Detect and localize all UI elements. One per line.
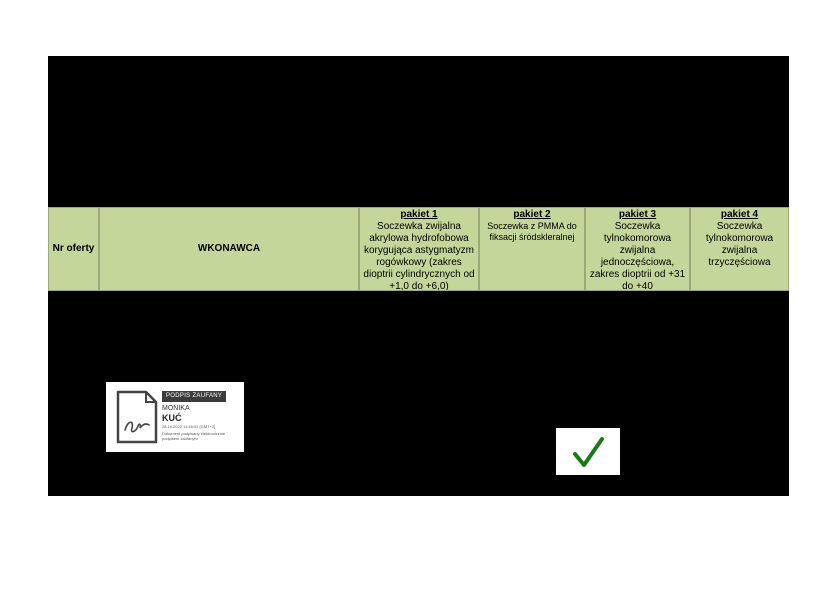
pakiet-1-description: Soczewka zwijalna akrylowa hydrofobowa korygująca astygmatyzm rogówkowy (zakres dioptrii cylindrycznych od +1,0 do +6,0) [363,221,475,291]
signer-first-name: MONIKA [162,405,190,412]
pakiet-4-title: pakiet 4 [720,209,759,220]
pakiet-4-description: Soczewka tylnokomorowa zwijalna trzyczęściowa [705,221,774,268]
signature-date: 28.10.2022 11:45:51 [GMT+2] [162,424,216,429]
pakiet-2-description: Soczewka z PMMA do fiksacji śródskleralnej [487,221,577,242]
pakiet-3-description: Soczewka tylnokomorowa zwijalna jednoczęściowa, zakres dioptrii od +31 do +40 [589,221,686,291]
pakiet-1-title: pakiet 1 [400,209,438,220]
signed-document-icon [116,390,158,444]
signature-note: Dokument podpisany elektronicznie podpisem zaufanym [162,431,226,441]
header-nr-oferty: Nr oferty [48,207,99,291]
check-icon [571,435,605,469]
header-wykonawca: WKONAWCA [99,207,359,291]
header-pakiet-2 [479,207,585,291]
checkmark-box [556,428,620,475]
table-header-row [48,207,789,291]
signer-last-name: KUĆ [162,413,182,423]
pakiet-3-title: pakiet 3 [618,209,657,220]
header-pakiet-3 [585,207,690,291]
trusted-signature-stamp [106,382,244,452]
header-pakiet-1 [359,207,479,291]
pakiet-2-title: pakiet 2 [513,209,551,220]
signature-badge: PODPIS ZAUFANY [162,391,226,402]
header-pakiet-4 [690,207,789,291]
